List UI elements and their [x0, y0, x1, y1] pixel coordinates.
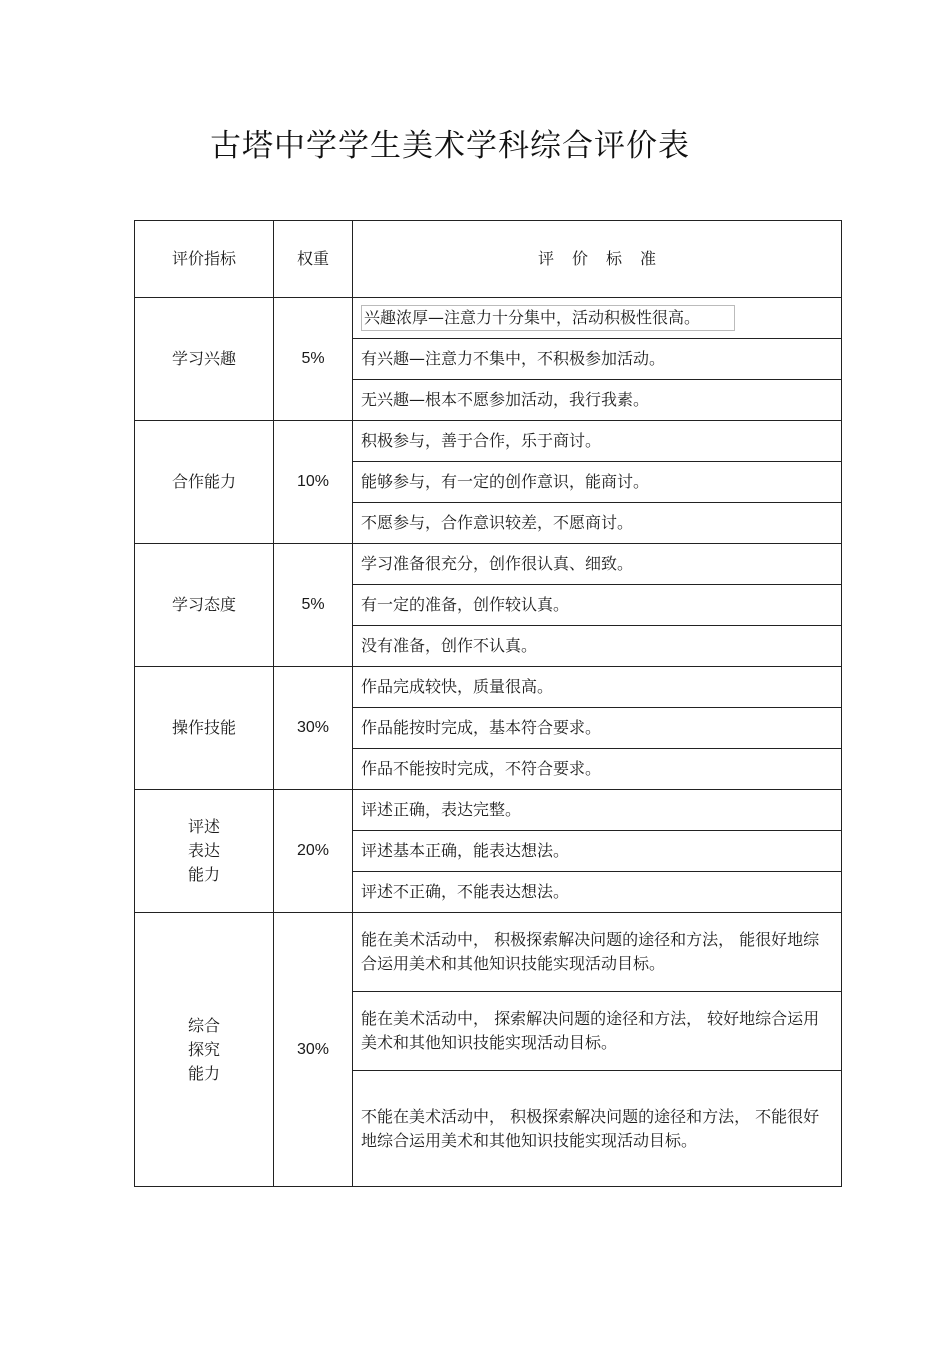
criteria-cell: 积极参与，善于合作，乐于商讨。: [353, 421, 842, 462]
criteria-cell: 有一定的准备，创作较认真。: [353, 585, 842, 626]
criteria-text: 兴趣浓厚—注意力十分集中，活动积极性很高。: [361, 305, 735, 331]
weight-cell: 30%: [274, 913, 353, 1187]
criteria-cell: 学习准备很充分，创作很认真、细致。: [353, 544, 842, 585]
indicator-label: 探究: [187, 1039, 220, 1059]
evaluation-table: [134, 220, 842, 1187]
weight-cell: 30%: [274, 667, 353, 790]
criteria-cell: 作品完成较快，质量很高。: [353, 667, 842, 708]
indicator-label: 学习态度: [171, 595, 236, 614]
header-weight: 权重: [274, 221, 353, 298]
indicator-label: 表达: [187, 841, 220, 860]
indicator-label: 合作能力: [171, 472, 236, 491]
indicator-cell: [135, 790, 274, 913]
weight-cell: 10%: [274, 421, 353, 544]
indicator-label: 评述: [187, 817, 220, 836]
document-title: 古塔中学学生美术学科综合评价表: [210, 128, 690, 164]
weight-cell: 5%: [274, 298, 353, 421]
criteria-cell: 不愿参与，合作意识较差，不愿商讨。: [353, 503, 842, 544]
criteria-cell: 评述正确，表达完整。: [353, 790, 842, 831]
indicator-label: 综合: [187, 1015, 220, 1035]
indicator-label: 能力: [187, 1063, 220, 1083]
criteria-cell: 能在美术活动中， 探索解决问题的途径和方法， 较好地综合运用美术和其他知识技能实现活动目标。: [353, 992, 842, 1071]
indicator-cell: [135, 421, 274, 544]
indicator-label: 学习兴趣: [171, 349, 236, 368]
weight-cell: 20%: [274, 790, 353, 913]
indicator-cell: [135, 298, 274, 421]
criteria-cell: 作品不能按时完成，不符合要求。: [353, 749, 842, 790]
criteria-cell: 评述不正确，不能表达想法。: [353, 872, 842, 913]
table-row: [135, 667, 842, 708]
table-row: [135, 790, 842, 831]
criteria-cell: 评述基本正确，能表达想法。: [353, 831, 842, 872]
header-criteria: 评价标准: [353, 221, 842, 298]
table-row: [135, 913, 842, 992]
indicator-cell: [135, 544, 274, 667]
criteria-cell: 有兴趣—注意力不集中，不积极参加活动。: [353, 339, 842, 380]
header-indicator: 评价指标: [135, 221, 274, 298]
indicator-label: 操作技能: [171, 718, 236, 737]
table-row: [135, 421, 842, 462]
criteria-cell: [353, 298, 842, 339]
indicator-label: 能力: [187, 865, 220, 884]
criteria-cell: 不能在美术活动中， 积极探索解决问题的途径和方法， 不能很好地综合运用美术和其他知识技能实现活动目标。: [353, 1071, 842, 1187]
indicator-cell: [135, 913, 274, 1187]
table-row: [135, 298, 842, 339]
criteria-cell: 能在美术活动中， 积极探索解决问题的途径和方法， 能很好地综合运用美术和其他知识技能实现活动目标。: [353, 913, 842, 992]
criteria-cell: 能够参与，有一定的创作意识，能商讨。: [353, 462, 842, 503]
criteria-cell: 无兴趣—根本不愿参加活动，我行我素。: [353, 380, 842, 421]
weight-cell: 5%: [274, 544, 353, 667]
criteria-cell: 没有准备，创作不认真。: [353, 626, 842, 667]
indicator-cell: [135, 667, 274, 790]
table-row: [135, 544, 842, 585]
criteria-cell: 作品能按时完成，基本符合要求。: [353, 708, 842, 749]
table-header-row: [135, 221, 842, 298]
